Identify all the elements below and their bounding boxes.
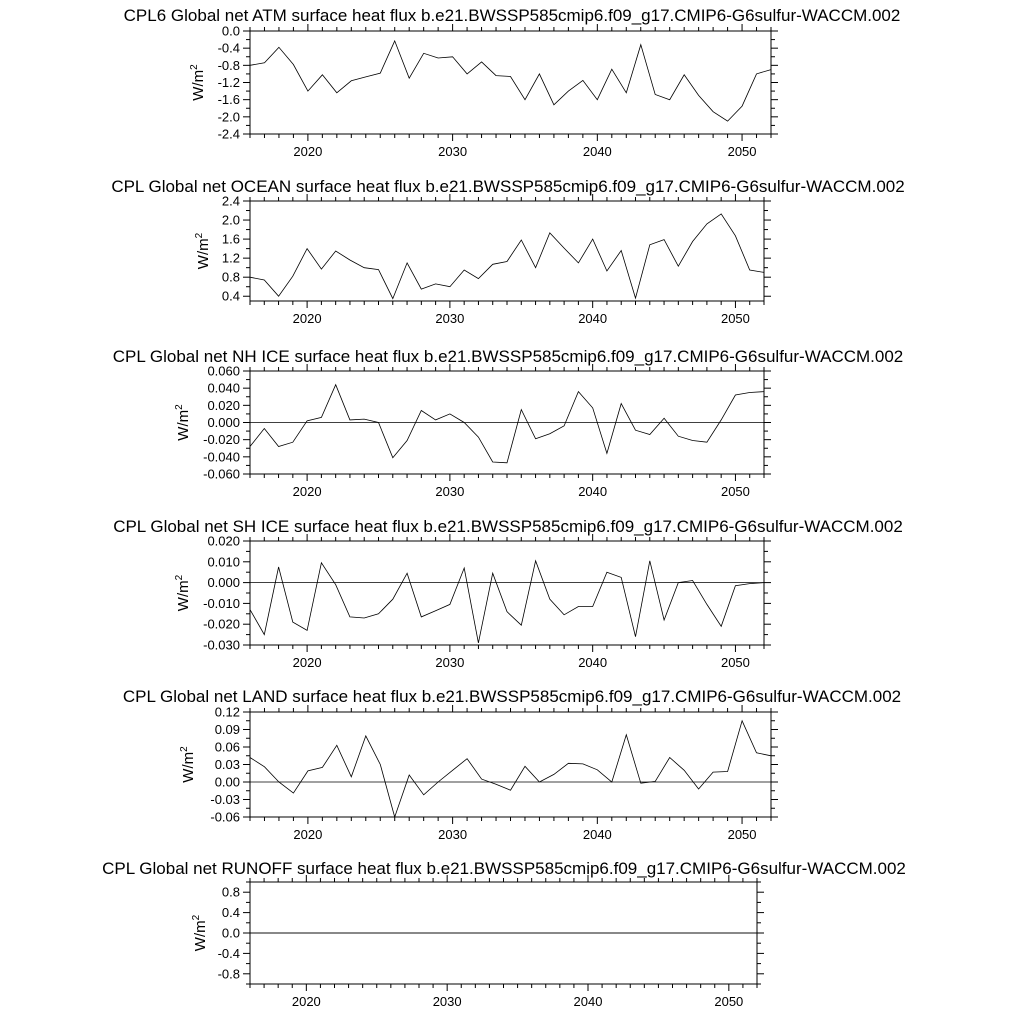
y-axis-label-superscript: 2	[174, 574, 185, 581]
y-axis-label	[179, 746, 197, 783]
y-tick-label: 1.6	[221, 231, 240, 247]
x-tick-label: 2050	[720, 655, 750, 670]
x-tick-label: 2040	[582, 144, 612, 159]
x-tick-label: 2050	[720, 311, 750, 326]
x-tick-label: 2020	[292, 655, 322, 670]
y-tick-label: 0.00	[214, 774, 240, 790]
y-axis-label-unit: W/m	[175, 580, 192, 612]
y-axis-label	[189, 64, 207, 101]
y-tick-label: -0.8	[217, 57, 240, 73]
y-tick-label: 2.4	[221, 193, 240, 209]
y-axis-label-unit: W/m	[195, 238, 212, 270]
panel-title: CPL Global net SH ICE surface heat flux b.e21.BWSSP585cmip6.f09_g17.CMIP6-G6sulfur-WACCM.002	[113, 517, 903, 536]
y-tick-label: 2.0	[221, 212, 240, 228]
series-line	[250, 385, 764, 463]
y-axis-label-superscript: 2	[179, 746, 190, 752]
y-tick-label: -0.4	[217, 40, 240, 56]
y-tick-label: -0.8	[217, 966, 240, 982]
x-tick-label: 2030	[435, 311, 465, 326]
y-axis-label	[194, 232, 212, 269]
series-line	[250, 214, 764, 299]
y-tick-label: 0.06	[214, 739, 240, 755]
x-tick-label: 2050	[714, 994, 744, 1009]
x-tick-label: 2020	[293, 827, 323, 842]
y-tick-label: -0.060	[203, 466, 240, 482]
x-tick-label: 2030	[438, 827, 468, 842]
y-axis-label-unit: W/m	[192, 920, 209, 952]
y-tick-label: -0.020	[203, 616, 240, 632]
y-tick-label: 0.03	[214, 757, 240, 772]
y-tick-label: -0.06	[210, 809, 240, 825]
y-axis-label-superscript: 2	[189, 64, 200, 70]
y-tick-label: -1.6	[217, 92, 240, 108]
y-axis-label	[174, 574, 192, 611]
x-tick-label: 2020	[293, 144, 323, 159]
x-tick-label: 2040	[578, 655, 608, 670]
x-tick-label: 2050	[727, 827, 757, 842]
panel-1	[124, 6, 901, 159]
y-tick-label: -0.03	[210, 792, 240, 807]
y-axis-label-superscript: 2	[174, 404, 185, 410]
y-tick-label: -1.2	[217, 75, 240, 90]
panel-title: CPL Global net NH ICE surface heat flux b.e21.BWSSP585cmip6.f09_g17.CMIP6-G6sulfur-WACCM.002	[112, 347, 904, 366]
y-axis-label-unit: W/m	[175, 409, 192, 441]
panel-5	[123, 687, 901, 842]
y-axis-label-unit: W/m	[190, 69, 207, 101]
y-tick-label: 0.0	[221, 925, 240, 941]
y-tick-label: 0.020	[207, 533, 240, 549]
y-tick-label: 0.060	[207, 363, 240, 379]
y-tick-label: -2.4	[217, 126, 240, 142]
y-tick-label: 0.000	[207, 415, 240, 430]
y-tick-label: -0.030	[203, 637, 240, 653]
panel-title: CPL Global net LAND surface heat flux b.e21.BWSSP585cmip6.f09_g17.CMIP6-G6sulfur-WACCM.002	[122, 687, 902, 706]
panel-2	[111, 177, 904, 326]
x-tick-label: 2050	[727, 144, 757, 159]
y-tick-label: 0.020	[207, 397, 240, 413]
y-axis-label	[191, 914, 209, 951]
x-tick-label: 2040	[582, 827, 612, 842]
panel-title: CPL Global net RUNOFF surface heat flux b.e21.BWSSP585cmip6.f09_g17.CMIP6-G6sulfur-WACCM.002	[102, 859, 906, 878]
x-tick-label: 2050	[720, 484, 750, 499]
x-tick-label: 2030	[435, 655, 465, 670]
panel-title: CPL6 Global net ATM surface heat flux b.e21.BWSSP585cmip6.f09_g17.CMIP6-G6sulfur-WACCM.002	[123, 6, 901, 25]
x-tick-label: 2020	[292, 484, 322, 499]
x-tick-label: 2040	[573, 994, 603, 1009]
panel-4	[113, 517, 903, 670]
y-tick-label: -0.4	[217, 945, 240, 961]
y-tick-label: -0.040	[203, 449, 240, 465]
x-tick-label: 2030	[435, 484, 465, 499]
y-tick-label: 0.12	[214, 704, 240, 720]
y-tick-label: 0.8	[221, 269, 240, 285]
panel-3	[113, 347, 904, 499]
y-tick-label: 0.4	[221, 905, 240, 921]
plot-frame	[250, 712, 771, 817]
y-tick-label: 1.2	[221, 250, 240, 266]
plot-frame	[250, 541, 764, 645]
y-tick-label: 0.09	[214, 722, 240, 737]
y-axis-label-superscript: 2	[194, 232, 205, 239]
y-axis-label	[174, 404, 192, 441]
y-tick-label: 0.040	[207, 380, 240, 396]
y-tick-label: -0.010	[203, 595, 240, 611]
panel-6	[102, 859, 906, 1009]
x-tick-label: 2020	[292, 311, 322, 326]
y-tick-label: 0.8	[221, 884, 240, 900]
x-tick-label: 2020	[291, 994, 321, 1009]
x-tick-label: 2040	[578, 311, 608, 326]
x-tick-label: 2040	[578, 484, 608, 499]
y-tick-label: -2.0	[217, 109, 240, 125]
x-tick-label: 2030	[432, 994, 462, 1009]
y-axis-label-superscript: 2	[191, 914, 202, 921]
y-tick-label: 0.0	[221, 23, 240, 39]
panel-title: CPL Global net OCEAN surface heat flux b.e21.BWSSP585cmip6.f09_g17.CMIP6-G6sulfur-WACCM.002	[111, 177, 905, 196]
y-tick-label: 0.010	[207, 554, 240, 570]
y-tick-label: -0.020	[203, 432, 240, 448]
series-line	[250, 561, 764, 643]
y-tick-label: 0.4	[221, 288, 240, 304]
series-line	[250, 41, 771, 121]
y-tick-label: 0.000	[207, 575, 240, 591]
y-axis-label-unit: W/m	[180, 751, 197, 783]
x-tick-label: 2030	[438, 144, 468, 159]
series-line	[250, 721, 771, 817]
